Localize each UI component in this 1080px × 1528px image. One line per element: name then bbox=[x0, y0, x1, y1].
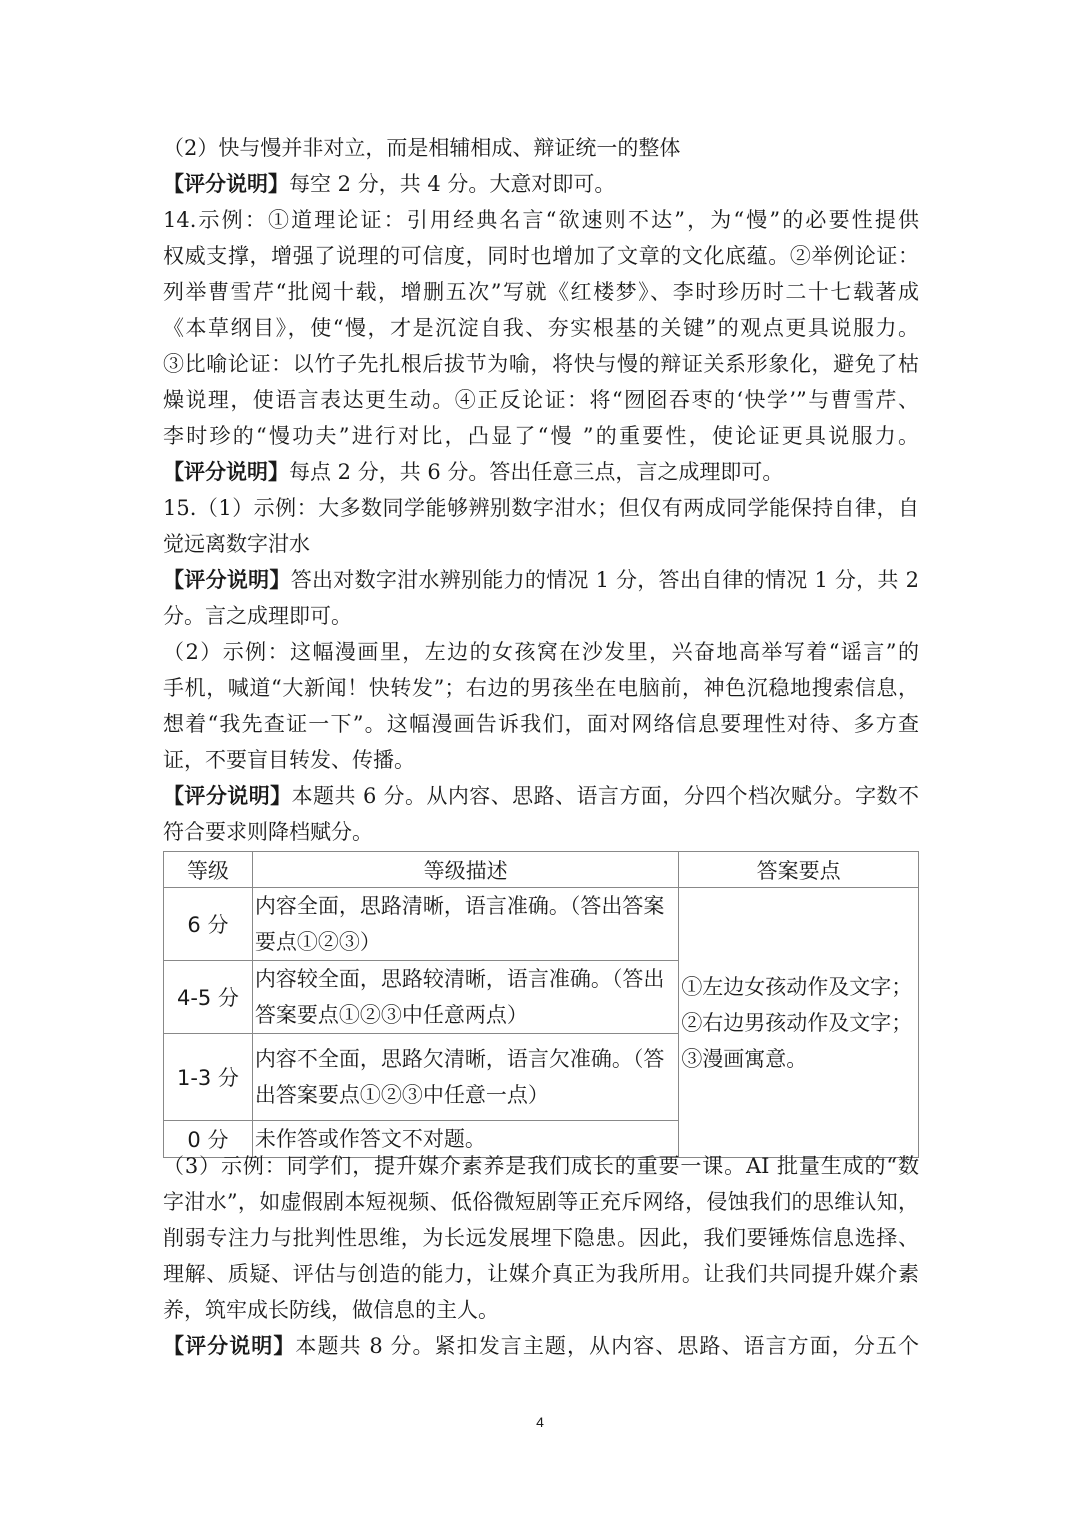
text-line bbox=[163, 742, 919, 778]
text-line bbox=[163, 634, 919, 670]
line-text: 李时珍的“慢功夫”进行对比，凸显了“慢 ”的重要性，使论证更具说服力。 bbox=[163, 424, 919, 448]
line-text: 燥说理，使语言表达更生动。④正反论证：将“囫囵吞枣的‘快学’”与曹雪芹、 bbox=[163, 388, 919, 412]
description-cell: 内容不全面，思路欠清晰，语言欠准确。（答出答案要点①②③中任意一点） bbox=[252, 1034, 678, 1121]
header-grade: 等级 bbox=[164, 852, 253, 888]
text-line bbox=[163, 382, 919, 418]
line-text: 本题共 8 分。紧扣发言主题，从内容、思路、语言方面，分五个 bbox=[295, 1334, 919, 1358]
text-line bbox=[163, 166, 919, 202]
line-text: 14.示例：①道理论证：引用经典名言“欲速则不达”，为“慢”的必要性提供 bbox=[163, 208, 919, 232]
answer-point: ①左边女孩动作及文字； bbox=[681, 974, 913, 999]
answer-points-cell bbox=[679, 888, 919, 1158]
line-text: 列举曹雪芹“批阅十载，增删五次”写就《红楼梦》、李时珍历时二十七载著成 bbox=[163, 280, 919, 304]
line-text: 手机，喊道“大新闻！快转发”；右边的男孩坐在电脑前，神色沉稳地搜索信息， bbox=[163, 676, 919, 700]
answer-point: ②右边男孩动作及文字； bbox=[681, 1010, 913, 1035]
line-text: 证，不要盲目转发、传播。 bbox=[163, 748, 415, 772]
scoring-note-label: 【评分说明】 bbox=[163, 172, 289, 196]
text-line bbox=[163, 1220, 919, 1256]
text-line bbox=[163, 598, 919, 634]
text-line bbox=[163, 1256, 919, 1292]
line-text: ③比喻论证：以竹子先扎根后拔节为喻，将快与慢的辩证关系形象化，避免了枯 bbox=[163, 352, 919, 376]
header-description: 等级描述 bbox=[252, 852, 678, 888]
line-text: （3）示例：同学们，提升媒介素养是我们成长的重要一课。AI 批量生成的“数 bbox=[163, 1154, 919, 1178]
scoring-note-label: 【评分说明】 bbox=[163, 1334, 296, 1358]
table-header-row bbox=[164, 852, 919, 888]
line-text: 理解、质疑、评估与创造的能力，让媒介真正为我所用。让我们共同提升媒介素 bbox=[163, 1262, 919, 1286]
line-text: 削弱专注力与批判性思维，为长远发展埋下隐患。因此，我们要锤炼信息选择、 bbox=[163, 1226, 919, 1250]
description-cell: 未作答或作答文不对题。 bbox=[252, 1121, 678, 1158]
text-line bbox=[163, 202, 919, 238]
header-points: 答案要点 bbox=[679, 852, 919, 888]
page-number: 4 bbox=[536, 1414, 544, 1430]
line-text: 符合要求则降档赋分。 bbox=[163, 820, 373, 844]
text-line bbox=[163, 814, 919, 850]
line-text: 《本草纲目》，使“慢，才是沉淀自我、夯实根基的关键”的观点更具说服力。 bbox=[163, 316, 919, 340]
scoring-note-label: 【评分说明】 bbox=[163, 460, 289, 484]
text-line bbox=[163, 1184, 919, 1220]
text-line bbox=[163, 706, 919, 742]
line-text: 权威支撑，增强了说理的可信度，同时也增加了文章的文化底蕴。②举例论证： bbox=[163, 244, 919, 268]
text-line bbox=[163, 274, 919, 310]
line-text: 分。言之成理即可。 bbox=[163, 604, 352, 628]
grade-cell: 6 分 bbox=[164, 888, 253, 961]
text-line bbox=[163, 670, 919, 706]
description-cell: 内容全面，思路清晰，语言准确。（答出答案要点①②③） bbox=[252, 888, 678, 961]
line-text: 觉远离数字泔水 bbox=[163, 532, 310, 556]
text-line bbox=[163, 1292, 919, 1328]
answer-text-top bbox=[163, 130, 919, 850]
line-text: （2）快与慢并非对立，而是相辅相成、辩证统一的整体 bbox=[163, 136, 681, 160]
text-line bbox=[163, 1148, 919, 1184]
line-text: 想着“我先查证一下”。这幅漫画告诉我们，面对网络信息要理性对待、多方查 bbox=[163, 712, 919, 736]
line-text: 每空 2 分，共 4 分。大意对即可。 bbox=[289, 172, 616, 196]
text-line bbox=[163, 526, 919, 562]
line-text: 每点 2 分，共 6 分。答出任意三点，言之成理即可。 bbox=[289, 460, 784, 484]
line-text: （2）示例：这幅漫画里，左边的女孩窝在沙发里，兴奋地高举写着“谣言”的 bbox=[163, 640, 919, 664]
text-line bbox=[163, 778, 919, 814]
grading-table bbox=[163, 851, 919, 1158]
scoring-note-label: 【评分说明】 bbox=[163, 568, 291, 592]
text-line bbox=[163, 1328, 919, 1364]
text-line bbox=[163, 418, 919, 454]
text-line bbox=[163, 562, 919, 598]
text-line bbox=[163, 454, 919, 490]
line-text: 本题共 6 分。从内容、思路、语言方面，分四个档次赋分。字数不 bbox=[291, 784, 919, 808]
text-line bbox=[163, 346, 919, 382]
line-text: 15.（1）示例：大多数同学能够辨别数字泔水；但仅有两成同学能保持自律，自 bbox=[163, 496, 919, 520]
text-line bbox=[163, 238, 919, 274]
answer-point: ③漫画寓意。 bbox=[681, 1046, 808, 1071]
text-line bbox=[163, 310, 919, 346]
scoring-note-label: 【评分说明】 bbox=[163, 784, 292, 808]
description-cell: 内容较全面，思路较清晰，语言准确。（答出答案要点①②③中任意两点） bbox=[252, 961, 678, 1034]
line-text: 答出对数字泔水辨别能力的情况 1 分，答出自律的情况 1 分，共 2 bbox=[290, 568, 919, 592]
grade-cell: 4-5 分 bbox=[164, 961, 253, 1034]
answer-text-bottom bbox=[163, 1148, 919, 1364]
grade-cell: 1-3 分 bbox=[164, 1034, 253, 1121]
grade-cell: 0 分 bbox=[164, 1121, 253, 1158]
line-text: 养，筑牢成长防线，做信息的主人。 bbox=[163, 1298, 499, 1322]
text-line bbox=[163, 490, 919, 526]
line-text: 字泔水”，如虚假剧本短视频、低俗微短剧等正充斥网络，侵蚀我们的思维认知， bbox=[163, 1190, 919, 1214]
table-row bbox=[164, 888, 919, 961]
text-line bbox=[163, 130, 919, 166]
